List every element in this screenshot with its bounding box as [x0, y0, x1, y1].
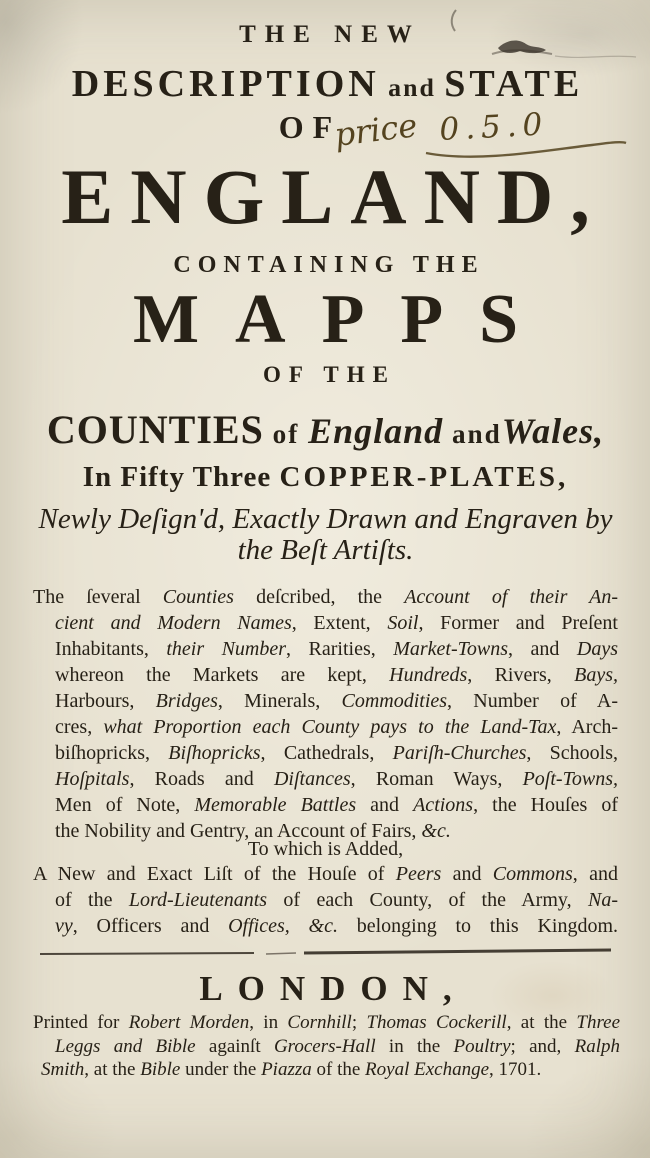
- handwriting-price-value: 0.5.0: [438, 106, 550, 148]
- imprint-city: LONDON,: [199, 969, 467, 1008]
- paragraph-line: Harbours, Bridges, Minerals, Commodities, Number of A-: [55, 690, 618, 712]
- handwriting-price-word: price: [332, 106, 420, 154]
- paragraph-line: Men of Note, Memorable Battles and Actions, the Houſes of: [55, 794, 618, 816]
- containing-the-line: CONTAINING THE: [173, 252, 485, 278]
- series-title: THE NEW: [239, 21, 421, 48]
- of-the-line: OF THE: [263, 362, 396, 387]
- subtitle-line-2: the Beſt Artiſts.: [237, 534, 414, 566]
- addendum-paragraph: [33, 861, 618, 939]
- paragraph-line: whereon the Markets are kept, Hundreds, Rivers, Bays,: [55, 664, 618, 686]
- imprint-line: Smith, at the Bible under the Piazza of the Royal Exchange, 1701.: [41, 1059, 542, 1080]
- horizontal-rule: [38, 946, 614, 958]
- subtitle-line-1: Newly Deſign'd, Exactly Drawn and Engraven by: [38, 503, 613, 535]
- paragraph-line: cres, what Proportion each County pays to the Land-Tax, Arch-: [55, 716, 618, 738]
- title-description-state: DESCRIPTION and STATE: [71, 63, 584, 105]
- addendum-line: of the Lord-Lieutenants of each County, of the Army, Na-: [55, 889, 618, 911]
- imprint-line: Printed for Robert Morden, in Cornhill; Thomas Cockerill, at the Three: [33, 1012, 620, 1033]
- addendum-line: vy, Officers and Offices, &c. belonging to this Kingdom.: [55, 915, 618, 937]
- paragraph-line: Inhabitants, their Number, Rarities, Market-Towns, and Days: [55, 638, 618, 660]
- imprint-line: Leggs and Bible againſt Grocers-Hall in the Poultry; and, Ralph: [55, 1035, 620, 1057]
- paragraph-line: The ſeveral Counties deſcribed, the Account of their An-: [33, 586, 619, 608]
- title-of: OF: [278, 109, 342, 145]
- main-title-england: ENGLAND,: [61, 153, 607, 240]
- paragraph-line: the Nobility and Gentry, an Account of Fairs, &c.: [55, 820, 451, 842]
- counties-line: COUNTIES of England andWales,: [46, 407, 605, 452]
- paragraph-line: biſhopricks, Biſhopricks, Cathedrals, Pariſh-Churches, Schools,: [55, 742, 618, 764]
- main-title-mapps: MAPPS: [132, 281, 555, 358]
- copper-plates-line: In Fifty Three COPPER-PLATES,: [82, 461, 569, 493]
- addendum-line: A New and Exact Liſt of the Houſe of Peers and Commons, and: [33, 863, 618, 885]
- contents-paragraph: [33, 584, 618, 844]
- paragraph-line: Hoſpitals, Roads and Diſtances, Roman Ways, Poſt-Towns,: [55, 768, 618, 790]
- imprint-paragraph: [33, 1011, 620, 1082]
- addendum-heading: To which is Added,: [247, 838, 404, 860]
- paragraph-line: cient and Modern Names, Extent, Soil, Former and Preſent: [55, 612, 618, 634]
